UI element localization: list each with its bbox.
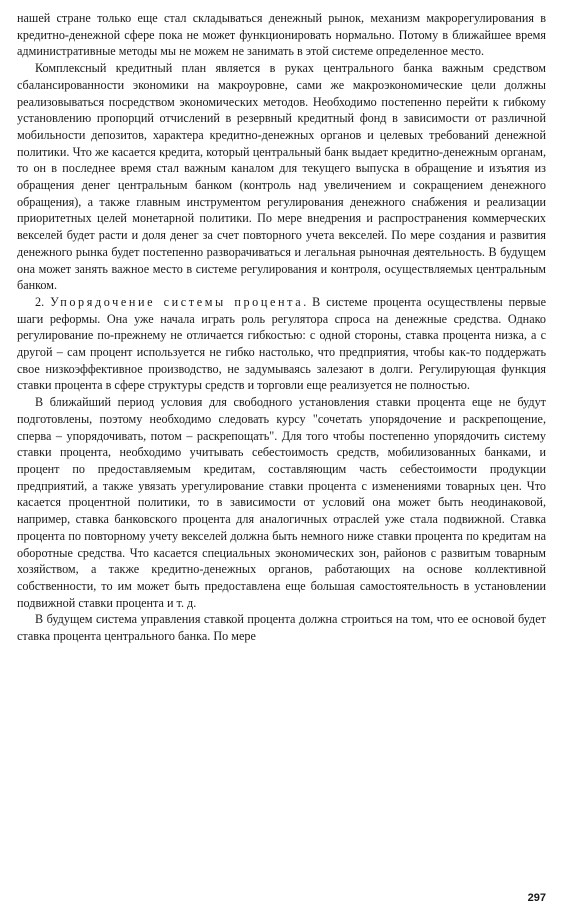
paragraph-3	[17, 294, 546, 394]
body-text	[17, 10, 546, 645]
book-page	[17, 10, 546, 907]
paragraph-3-text: . В системе процента осуществлены первые шаги реформы. Она уже начала играть роль регулятора спроса на денежные средства. Однако регулирование по-прежнему не отличается гибкостью: с одной стороны, ставка процента низка, а с другой – сам процент используется не гибко настолько, что предприятия, чтобы как-то поддержать свое низкоэффективное производство, не задумываясь залезают в долги. Регулирующая функция ставки процента в сфере структуры средств и торговли еще реализуется не полностью.	[17, 294, 547, 393]
paragraph-2: Комплексный кредитный план является в руках центрального банка важным средством сбалансированности экономики на макроуровне, сами же макроэкономические цели должны реализовываться посредством экономических методов. Необходимо постепенно перейти к гибкому установлению пропорций отчислений в резервный кредитный фонд в зависимости от различной мобильности депозитов, характера кредитно-денежных органов и целевых требований денежной политики. Что же касается кредита, который центральный банк выдает кредитно-денежным органам, то он в последнее время стал важным каналом для текущего выпуска в обращение и изъятия из обращения денег центральным банком (контроль над увеличением и сокращением денежного обращения), а также главным инструментом регулирования денежного снабжения и реализации приоритетных целей монетарной политики. По мере внедрения и распространения коммерческих векселей будет расти и доля денег за счет повторного учета векселей. По мере создания и развития денежного рынка будет постепенно разворачиваться и легальная рыночная деятельность. В будущем она может занять важное место в системе регулирования и контроля, осуществляемых центральным банком.	[17, 61, 546, 293]
section-number: 2.	[35, 294, 45, 309]
paragraph-5: В будущем система управления ставкой процента должна строиться на том, что ее основой будет ставка процента центрального банка. По мере	[17, 612, 546, 644]
paragraph-4: В ближайший период условия для свободного установления ставки процента еще не будут подготовлены, поэтому необходимо следовать курсу "сочетать упорядочение и раскрепощение, сперва – упорядочивать, потом – раскрепощать". Для того чтобы постепенно упорядочить систему ставки процента, необходимо учитывать себестоимость средств, мобилизованных банками, и процент по предоставляемым кредитам, составляющим часть себестоимости продукции предприятий, а также увязать урегулирование ставки процента с изменениями товарных цен. Что касается процентной политики, то в зависимости от условий она может быть неодинаковой, например, ставка банковского процента для аналогичных отраслей уже стала подвижной. Ставка процента по повторному учету векселей должна быть немного ниже ставки процента по кредитам на оборотные средства. Что касается специальных экономических зон, районов с развитым товарным хозяйством, а также кредитно-денежных органов, работающих на основе коллективной собственности, то им может быть предоставлена еще большая самостоятельность в установлении подвижной ставки процента и т. д.	[17, 395, 546, 610]
paragraph-1: нашей стране только еще стал складываться денежный рынок, механизм макрорегулирования в кредитно-денежной сфере пока не может функционировать нормально. Потому в ближайшее время административные методы мы не можем не занимать в этой системе определенное место.	[17, 11, 546, 59]
page-number: 297	[527, 892, 546, 904]
section-heading-spaced: Упорядочение системы процента	[50, 294, 304, 309]
